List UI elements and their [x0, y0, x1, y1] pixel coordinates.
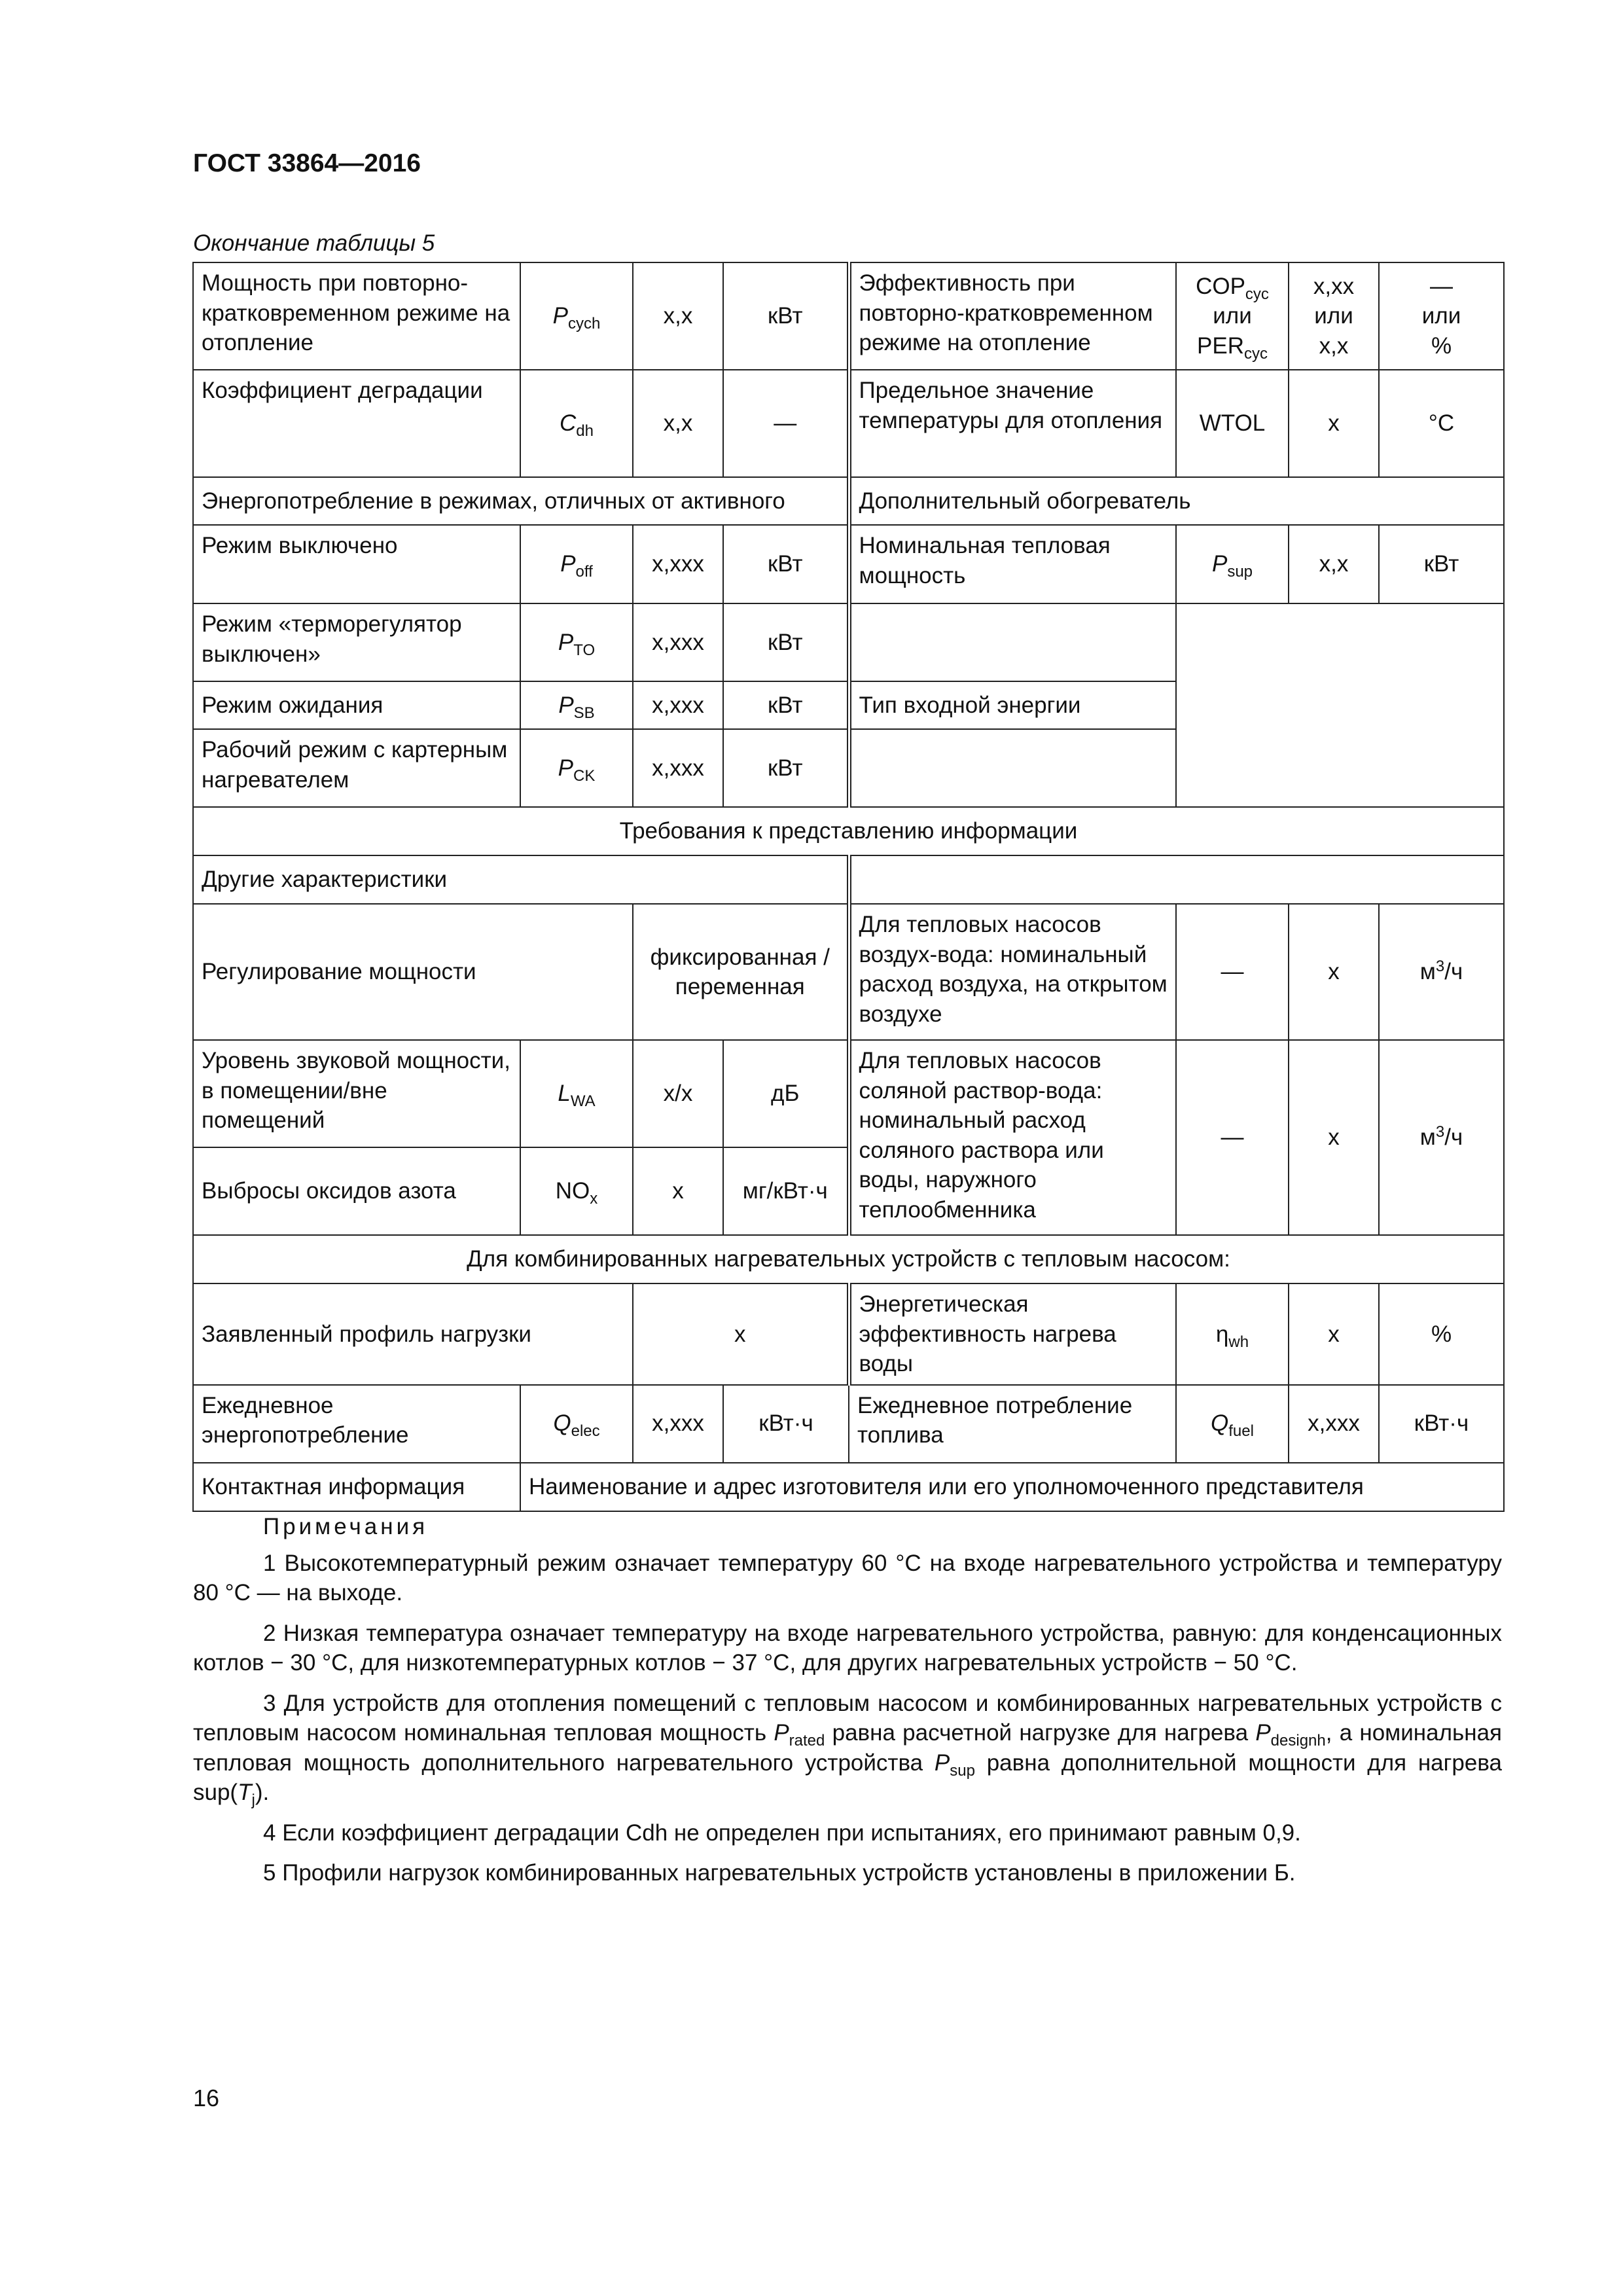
unit-cell: — — [723, 370, 849, 477]
unit-cell: °C — [1379, 370, 1504, 477]
unit-cell: кВт — [723, 729, 849, 807]
symbol-cell: $P_{CK}$ — [520, 729, 633, 807]
table-row — [193, 262, 1504, 370]
label-cell: Заявленный профиль нагрузки — [193, 1283, 633, 1385]
format-cell: x — [1289, 904, 1379, 1040]
format-cell: x,xxx — [633, 603, 723, 681]
unit-cell: — или % — [1379, 262, 1504, 370]
unit-cell: мг/кВт·ч — [723, 1147, 849, 1235]
note-1: 1 Высокотемпературный режим означает температуру 60 °C на входе нагревательного устройства и температуру 80 °C — на выходе. — [193, 1550, 1502, 1605]
value-cell: x — [633, 1283, 849, 1385]
format-cell: x,xx или x,x — [1289, 262, 1379, 370]
symbol-cell: $Q_{fuel}$ — [1176, 1385, 1289, 1463]
symbol-cell: $C_{dh}$ — [520, 370, 633, 477]
notes-title: Примечания — [263, 1514, 429, 1539]
format-cell: x — [1289, 1040, 1379, 1235]
label-cell: Уровень звуковой мощности, в помещении/вне помещений — [193, 1040, 520, 1147]
unit-cell: % — [1379, 1283, 1504, 1385]
empty-cell — [849, 855, 1504, 904]
label-cell: Для тепловых насосов соляной раствор-вода: номинальный расход соляного раствора или воды, наружного теплообменника — [849, 1040, 1176, 1235]
table-row — [193, 1463, 1504, 1511]
note-3: 3 Для устройств для отопления помещений с тепловым насосом и комбинированных нагревательных устройств с тепловым насосом номинальная тепловая мощность $P_{rated}$ равна расчетной нагрузке для нагрева $P_{designh}$, а номинальная тепловая мощность дополнительного нагревательного устройства $P_{sup}$ равна дополнительной мощности для нагрева $sup(T_j)$. — [193, 1690, 1502, 1809]
symbol-cell: $P_{TO}$ — [520, 603, 633, 681]
symbol-cell: $NO_x$ — [520, 1147, 633, 1235]
unit-cell: $м^3/ч$ — [1379, 904, 1504, 1040]
unit-cell: кВт — [723, 262, 849, 370]
table-row — [193, 370, 1504, 477]
format-cell: x — [633, 1147, 723, 1235]
symbol-cell: $Q_{elec}$ — [520, 1385, 633, 1463]
label-cell: Регулирование мощности — [193, 904, 633, 1040]
table-row — [193, 525, 1504, 603]
label-cell: Тип входной энергии — [849, 681, 1176, 729]
format-cell: x — [1289, 370, 1379, 477]
table-row — [193, 1385, 1504, 1463]
format-cell: x,x — [1289, 525, 1379, 603]
value-cell: Наименование и адрес изготовителя или его уполномоченного представителя — [520, 1463, 1504, 1511]
symbol-cell: $P_{cych}$ — [520, 262, 633, 370]
symbol-cell: WTOL — [1176, 370, 1289, 477]
label-cell: Ежедневное энергопотребление — [193, 1385, 520, 1463]
format-cell: x,x — [633, 370, 723, 477]
table-row — [193, 904, 1504, 1040]
empty-cell — [1176, 603, 1504, 807]
format-cell: x — [1289, 1283, 1379, 1385]
unit-cell: кВт — [723, 681, 849, 729]
note-2: 2 Низкая температура означает температуру на входе нагревательного устройства, равную: для конденсационных котлов − 30 °C, для низкотемпературных котлов − 37 °C, для других нагревательных устройств − 50 °C. — [193, 1620, 1502, 1676]
label-cell: Энергетическая эффективность нагрева воды — [849, 1283, 1176, 1385]
symbol-cell: $P_{sup}$ — [1176, 525, 1289, 603]
label-cell: Мощность при повторно-кратковременном режиме на отопление — [193, 262, 520, 370]
label-cell: Эффективность при повторно-кратковременном режиме на отопление — [849, 262, 1176, 370]
label-cell: Для тепловых насосов воздух-вода: номинальный расход воздуха, на открытом воздухе — [849, 904, 1176, 1040]
section-header: Для комбинированных нагревательных устройств с тепловым насосом: — [193, 1235, 1504, 1283]
format-cell: x,x — [633, 262, 723, 370]
format-cell: x/x — [633, 1040, 723, 1147]
label-cell: Режим «терморегулятор выключен» — [193, 603, 520, 681]
table-row — [193, 1040, 1504, 1147]
unit-cell: $м^3/ч$ — [1379, 1040, 1504, 1235]
label-cell: Режим ожидания — [193, 681, 520, 729]
symbol-cell: — — [1176, 904, 1289, 1040]
section-header: Энергопотребление в режимах, отличных от активного — [193, 477, 849, 525]
table-row — [193, 603, 1504, 681]
unit-cell: кВт·ч — [1379, 1385, 1504, 1463]
unit-cell: кВт — [723, 603, 849, 681]
format-cell: x,xxx — [1289, 1385, 1379, 1463]
note-5: 5 Профили нагрузок комбинированных нагревательных устройств установлены в приложении Б. — [263, 1860, 1296, 1886]
unit-cell: кВт — [723, 525, 849, 603]
empty-cell — [849, 603, 1176, 681]
page-number: 16 — [193, 2085, 220, 2111]
table-caption: Окончание таблицы 5 — [193, 230, 435, 256]
label-cell: Ежедневное потребление топлива — [849, 1385, 1176, 1463]
format-cell: x,xxx — [633, 681, 723, 729]
label-cell: Контактная информация — [193, 1463, 520, 1511]
label-cell: Номинальная тепловая мощность — [849, 525, 1176, 603]
symbol-cell: $L_{WA}$ — [520, 1040, 633, 1147]
value-cell: фиксированная /переменная — [633, 904, 849, 1040]
section-header: Требования к представлению информации — [193, 807, 1504, 855]
section-header: Дополнительный обогреватель — [849, 477, 1504, 525]
format-cell: x,xxx — [633, 729, 723, 807]
label-cell: Предельное значение температуры для отопления — [849, 370, 1176, 477]
symbol-cell: $COP_{cyc}$ или $PER_{cyc}$ — [1176, 262, 1289, 370]
format-cell: x,xxx — [633, 525, 723, 603]
document-header: ГОСТ 33864—2016 — [193, 149, 421, 177]
table-5-continuation — [192, 262, 1503, 1512]
label-cell: Коэффициент деградации — [193, 370, 520, 477]
label-cell: Режим выключено — [193, 525, 520, 603]
table-row — [193, 855, 1504, 904]
symbol-cell: $P_{SB}$ — [520, 681, 633, 729]
table-row — [193, 807, 1504, 855]
note-4: 4 Если коэффициент деградации Cdh не определен при испытаниях, его принимают равным 0,9. — [263, 1820, 1301, 1846]
label-cell: Рабочий режим с картерным нагревателем — [193, 729, 520, 807]
label-cell: Выбросы оксидов азота — [193, 1147, 520, 1235]
symbol-cell: — — [1176, 1040, 1289, 1235]
notes-section — [193, 1512, 1502, 1899]
table-row — [193, 477, 1504, 525]
symbol-cell: $P_{off}$ — [520, 525, 633, 603]
table-row — [193, 1283, 1504, 1385]
table-row — [193, 1235, 1504, 1283]
section-header: Другие характеристики — [193, 855, 849, 904]
unit-cell: дБ — [723, 1040, 849, 1147]
unit-cell: кВт·ч — [723, 1385, 849, 1463]
empty-cell — [849, 729, 1176, 807]
unit-cell: кВт — [1379, 525, 1504, 603]
format-cell: x,xxx — [633, 1385, 723, 1463]
symbol-cell: $\eta_{wh}$ — [1176, 1283, 1289, 1385]
